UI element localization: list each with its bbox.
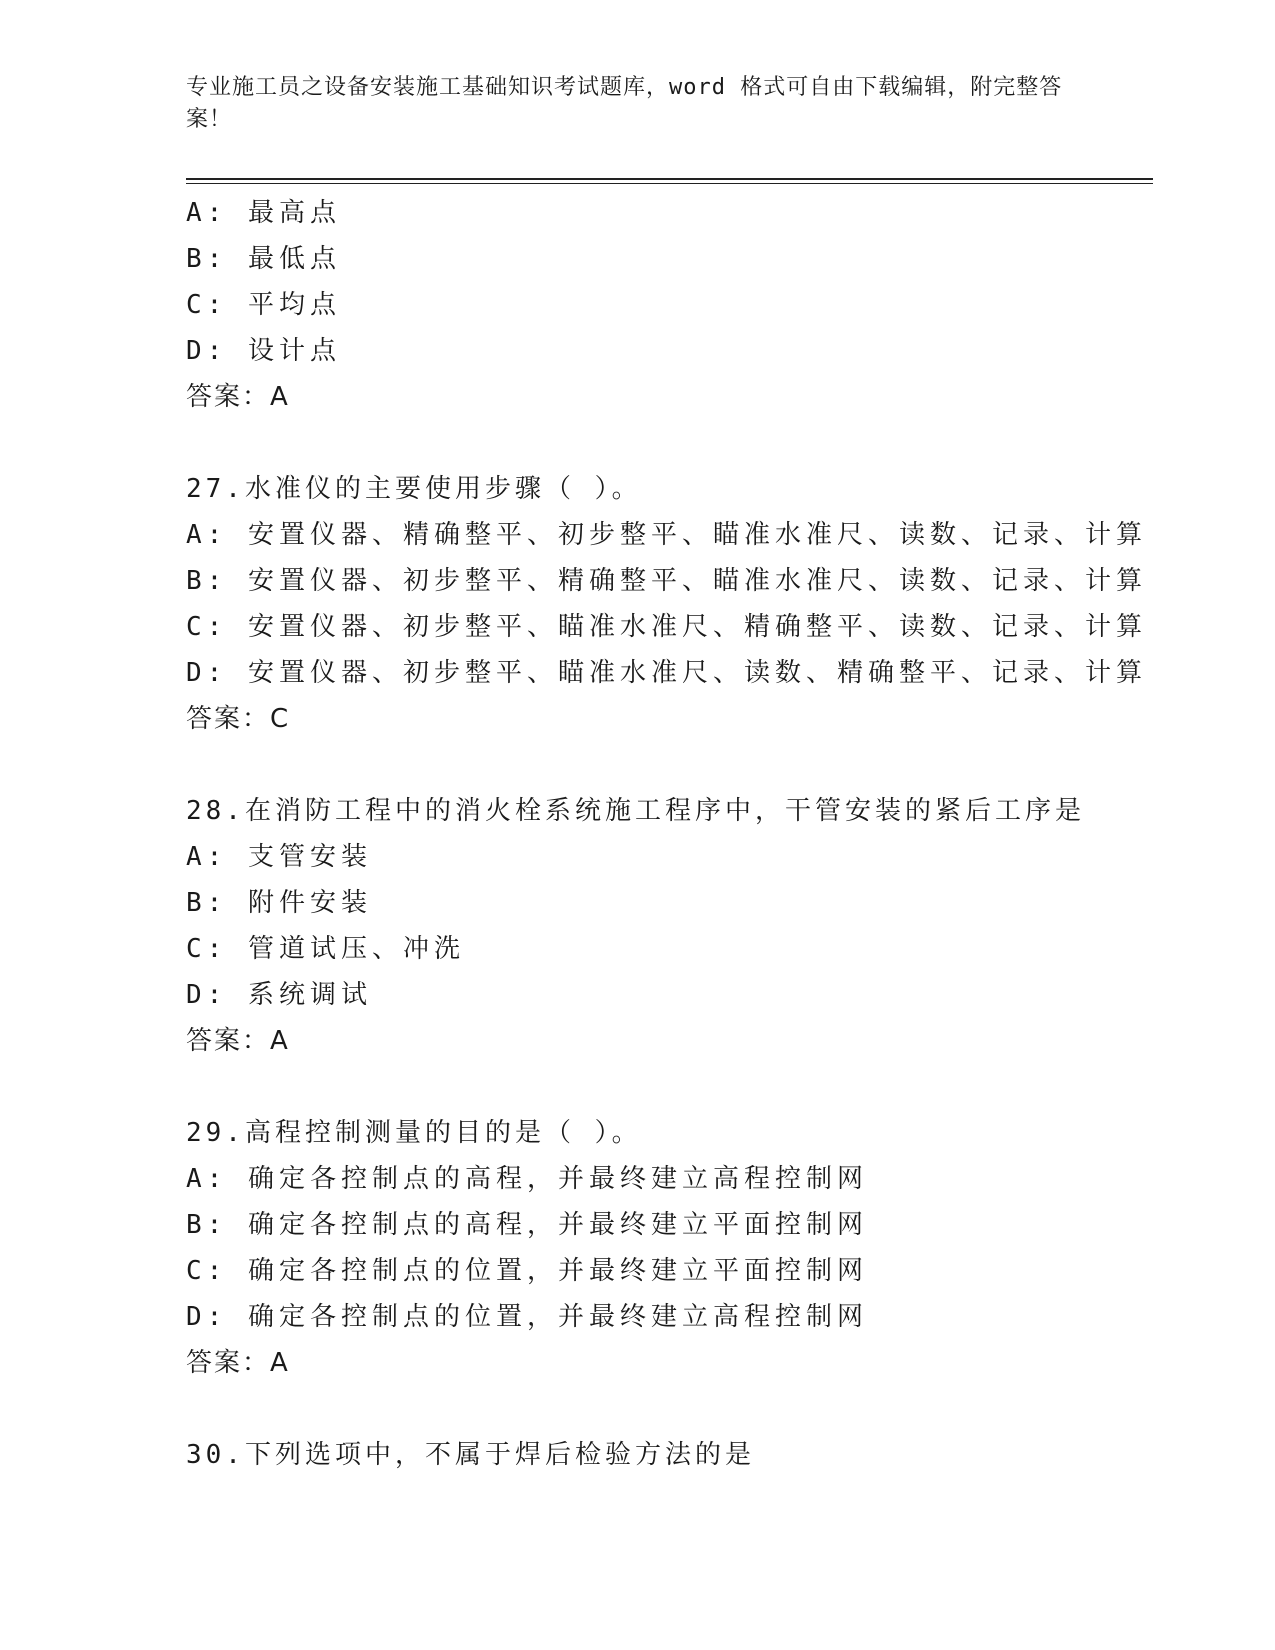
option-a: A: 最高点 (186, 198, 341, 228)
option-c: C: 安置仪器、初步整平、瞄准水准尺、精确整平、读数、记录、计算 (186, 612, 1147, 642)
question-text: 27.水准仪的主要使用步骤（ ）。 (186, 474, 642, 504)
option-d: D: 设计点 (186, 336, 341, 366)
question-block-28 (186, 788, 1153, 1064)
answer: 答案：A (186, 382, 290, 412)
option-d: D: 确定各控制点的位置，并最终建立高程控制网 (186, 1302, 868, 1332)
question-block-prev (186, 190, 1153, 420)
option-c: C: 管道试压、冲洗 (186, 934, 465, 964)
spacer (186, 1064, 1153, 1110)
question-block-27 (186, 466, 1153, 742)
question-text: 28.在消防工程中的消火栓系统施工程序中，干管安装的紧后工序是 (186, 796, 1085, 826)
question-list (186, 190, 1153, 1478)
header-rule-thick (186, 178, 1153, 180)
option-c: C: 平均点 (186, 290, 341, 320)
document-header: 专业施工员之设备安装施工基础知识考试题库，word 格式可自由下载编辑，附完整答案！ (186, 75, 1063, 132)
answer: 答案：C (186, 704, 291, 734)
question-block-30 (186, 1432, 1153, 1478)
option-b: B: 附件安装 (186, 888, 372, 918)
option-c: C: 确定各控制点的位置，并最终建立平面控制网 (186, 1256, 868, 1286)
option-a: A: 确定各控制点的高程，并最终建立高程控制网 (186, 1164, 868, 1194)
option-b: B: 安置仪器、初步整平、精确整平、瞄准水准尺、读数、记录、计算 (186, 566, 1147, 596)
option-d: D: 安置仪器、初步整平、瞄准水准尺、读数、精确整平、记录、计算 (186, 658, 1147, 688)
question-text: 30.下列选项中，不属于焊后检验方法的是 (186, 1440, 755, 1470)
question-block-29 (186, 1110, 1153, 1386)
question-text: 29.高程控制测量的目的是（ ）。 (186, 1118, 642, 1148)
answer: 答案：A (186, 1348, 290, 1378)
option-d: D: 系统调试 (186, 980, 372, 1010)
header-rule-thin (186, 183, 1153, 184)
option-b: B: 最低点 (186, 244, 341, 274)
option-b: B: 确定各控制点的高程，并最终建立平面控制网 (186, 1210, 868, 1240)
spacer (186, 742, 1153, 788)
answer: 答案：A (186, 1026, 290, 1056)
spacer (186, 1386, 1153, 1432)
spacer (186, 420, 1153, 466)
option-a: A: 安置仪器、精确整平、初步整平、瞄准水准尺、读数、记录、计算 (186, 520, 1147, 550)
option-a: A: 支管安装 (186, 842, 372, 872)
